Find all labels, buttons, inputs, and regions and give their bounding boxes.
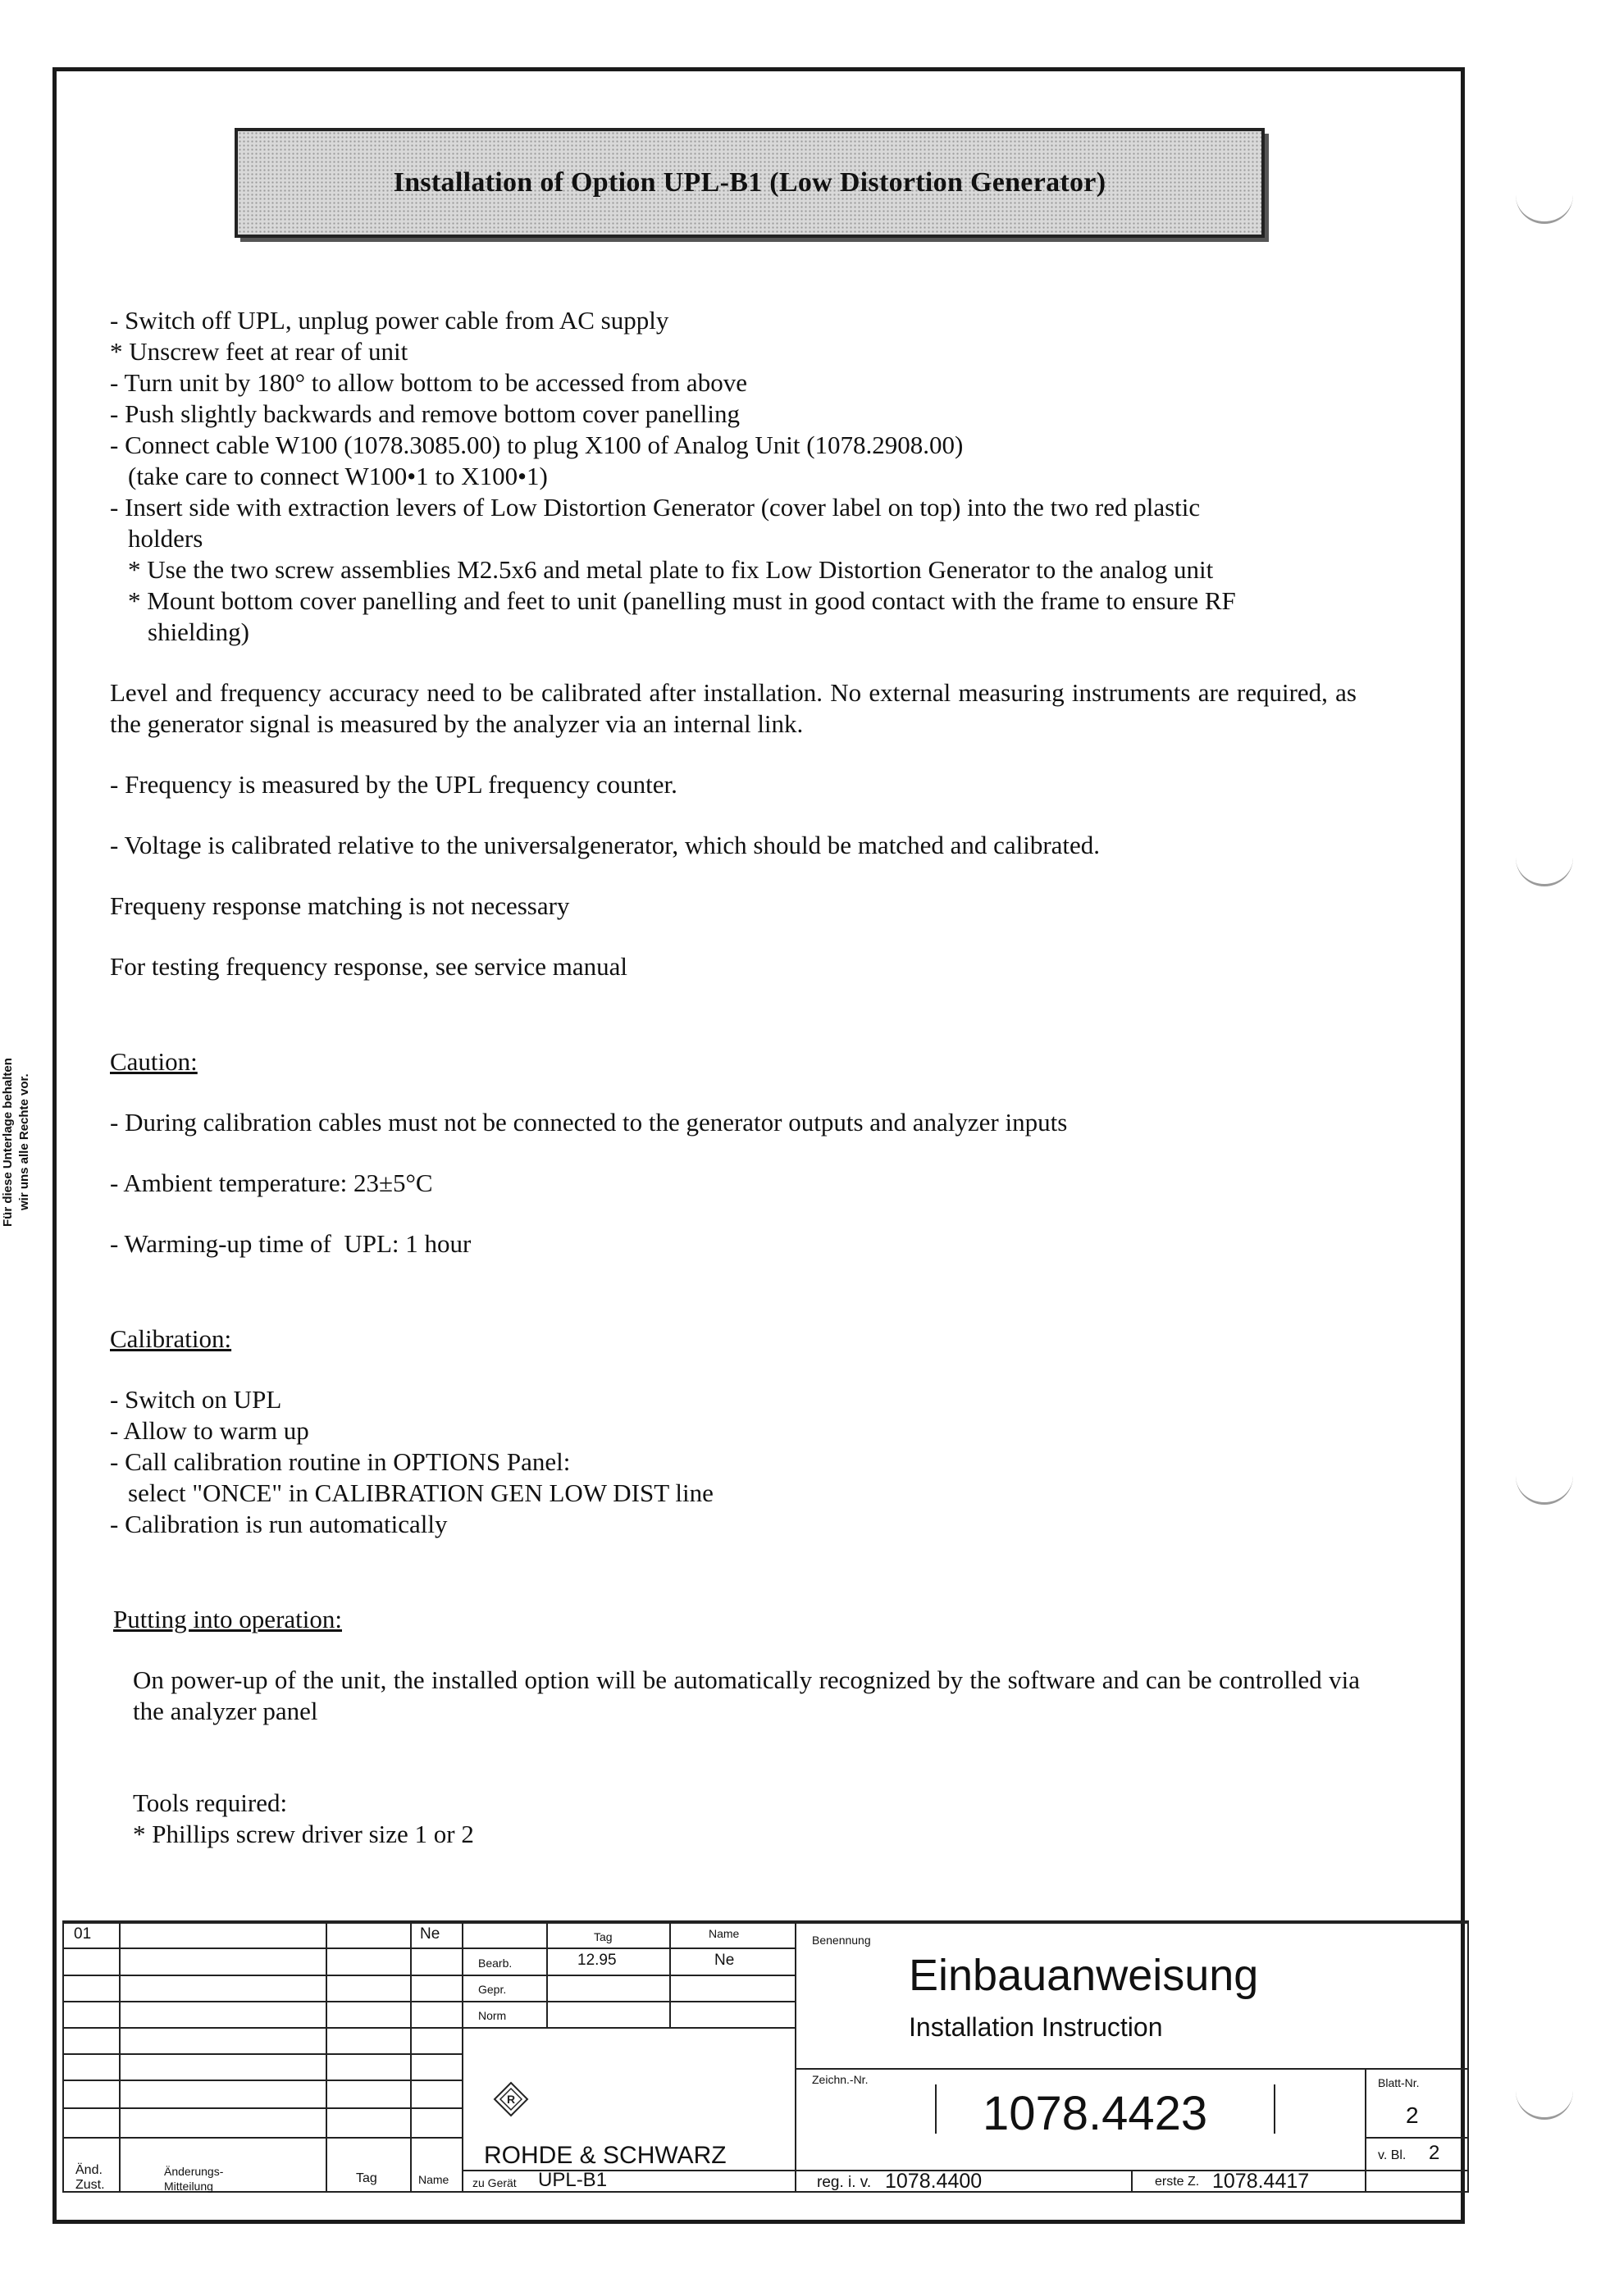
- putting-into-operation-text: On power-up of the unit, the installed option will be automatically recognized by the software and can be controlled via the analyzer panel: [133, 1665, 1360, 1725]
- mitteilung-label: Mitteilung: [164, 2180, 213, 2193]
- tag-column-label: Tag: [594, 1930, 613, 1943]
- step: - Turn unit by 180° to allow bottom to be accessed from above: [110, 368, 747, 397]
- calibration-item: - Allow to warm up: [110, 1416, 309, 1445]
- frequency-note: - Frequency is measured by the UPL frequency counter.: [110, 770, 677, 799]
- revision-number: 01: [74, 1925, 92, 1943]
- step: * Mount bottom cover panelling and feet to unit (panelling must in good contact with the frame to ensure RF: [128, 586, 1236, 615]
- title-block: [62, 1920, 1469, 2193]
- step: shielding): [148, 617, 249, 646]
- drawing-number: 1078.4423: [983, 2087, 1208, 2140]
- title-german: Einbauanweisung: [909, 1951, 1259, 2000]
- company-name: ROHDE & SCHWARZ: [484, 2142, 727, 2169]
- punch-hole-mark: [1516, 2075, 1573, 2120]
- name-label-bottom: Name: [418, 2173, 449, 2186]
- caution-item: - During calibration cables must not be connected to the generator outputs and analyzer inputs: [110, 1108, 1068, 1137]
- bearb-label: Bearb.: [478, 1957, 513, 1970]
- revision-name: Ne: [420, 1925, 440, 1943]
- step: - Switch off UPL, unplug power cable from AC supply: [110, 306, 669, 335]
- caution-heading: Caution:: [110, 1047, 198, 1076]
- title-english: Installation Instruction: [909, 2012, 1163, 2042]
- zeichn-label: Zeichn.-Nr.: [812, 2073, 869, 2086]
- rohde-schwarz-logo-icon: [493, 2081, 529, 2117]
- erste-label: erste Z.: [1155, 2175, 1200, 2189]
- side-note-line-1: Für diese Unterlage behalten: [1, 1058, 15, 1227]
- step: - Connect cable W100 (1078.3085.00) to plug X100 of Analog Unit (1078.2908.00): [110, 430, 964, 459]
- step: * Use the two screw assemblies M2.5x6 and metal plate to fix Low Distortion Generator to the analog unit: [128, 555, 1214, 584]
- punch-hole-mark: [1516, 179, 1573, 224]
- sheet-number: 2: [1406, 2102, 1419, 2128]
- caution-item: - Warming-up time of UPL: 1 hour: [110, 1229, 472, 1258]
- testing-note: For testing frequency response, see service manual: [110, 952, 627, 981]
- v-bl-label: v. Bl.: [1378, 2148, 1407, 2162]
- device-name: UPL-B1: [538, 2169, 608, 2191]
- putting-into-operation-heading: Putting into operation:: [113, 1605, 342, 1633]
- step: * Unscrew feet at rear of unit: [110, 337, 408, 366]
- aenderung-label: Änderungs-: [164, 2165, 224, 2178]
- tag-label-bottom: Tag: [356, 2171, 377, 2185]
- norm-label: Norm: [478, 2009, 507, 2022]
- step: (take care to connect W100•1 to X100•1): [128, 462, 548, 490]
- punch-hole-mark: [1516, 1460, 1573, 1505]
- document-body: [110, 305, 1406, 1850]
- bearb-name: Ne: [714, 1952, 735, 1969]
- punch-hole-mark: [1516, 841, 1573, 886]
- step: holders: [128, 524, 203, 553]
- step: - Insert side with extraction levers of Low Distortion Generator (cover label on top) into the two red plastic: [110, 493, 1201, 522]
- svg-text:R: R: [506, 2093, 516, 2106]
- voltage-note: - Voltage is calibrated relative to the universalgenerator, which should be matched and calibrated.: [110, 831, 1101, 859]
- zu-geraet-label: zu Gerät: [472, 2176, 517, 2189]
- step: - Push slightly backwards and remove bottom cover panelling: [110, 399, 740, 428]
- name-column-label: Name: [709, 1927, 740, 1940]
- rights-reserved-note: [0, 1040, 36, 1245]
- total-sheets: 2: [1429, 2142, 1440, 2164]
- benennung-label: Benennung: [812, 1934, 871, 1947]
- calibration-item: select "ONCE" in CALIBRATION GEN LOW DIST line: [128, 1478, 714, 1507]
- caution-item: - Ambient temperature: 23±5°C: [110, 1168, 433, 1197]
- calibration-item: - Call calibration routine in OPTIONS Panel:: [110, 1447, 571, 1476]
- blatt-label: Blatt-Nr.: [1378, 2076, 1420, 2089]
- zust-label: Zust.: [75, 2178, 105, 2192]
- tools-heading: Tools required:: [133, 1788, 288, 1817]
- reg-number: 1078.4400: [885, 2170, 983, 2193]
- calibration-note: Level and frequency accuracy need to be calibrated after installation. No external measuring instruments are required, as the generator signal is measured by the analyzer via an internal link.: [110, 678, 1357, 738]
- frequency-response-note: Frequeny response matching is not necessary: [110, 891, 570, 920]
- document-title: Installation of Option UPL-B1 (Low Distortion Generator): [393, 167, 1106, 198]
- tools-item: * Phillips screw driver size 1 or 2: [133, 1820, 474, 1848]
- calibration-item: - Switch on UPL: [110, 1385, 282, 1414]
- aend-label: Änd.: [75, 2163, 103, 2177]
- erste-number: 1078.4417: [1212, 2170, 1310, 2193]
- calibration-heading: Calibration:: [110, 1324, 232, 1353]
- document-title-box: [235, 128, 1265, 238]
- calibration-item: - Calibration is run automatically: [110, 1510, 448, 1538]
- bearb-date: 12.95: [577, 1952, 617, 1969]
- reg-label: reg. i. v.: [817, 2174, 872, 2191]
- side-note-line-2: wir uns alle Rechte vor.: [17, 1073, 31, 1211]
- gepr-label: Gepr.: [478, 1983, 507, 1996]
